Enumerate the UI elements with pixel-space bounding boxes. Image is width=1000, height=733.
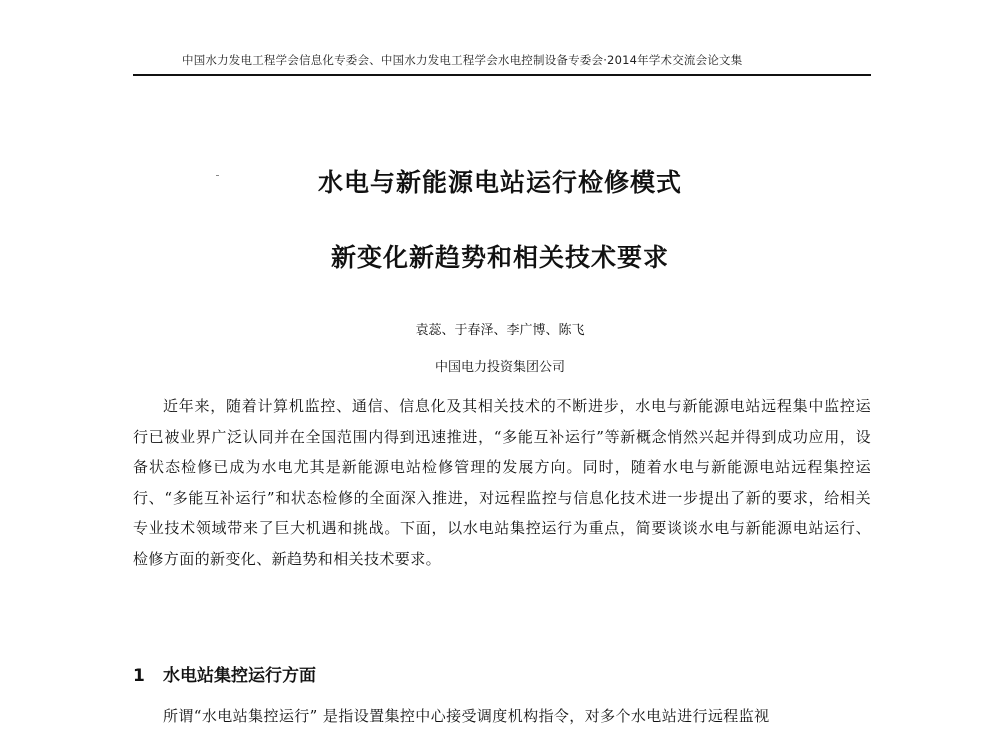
abstract-paragraph: 近年来，随着计算机监控、通信、信息化及其相关技术的不断进步，水电与新能源电站远程集中监控运行已被业界广泛认同并在全国范围内得到迅速推进，“多能互补运行”等新概念悄然兴起并得到成功应用，设备状态检修已成为水电尤其是新能源电站检修管理的发展方向。同时，随着水电与新能源电站远程集控运行、“多能互补运行”和状态检修的全面深入推进，对远程监控与信息化技术进一步提出了新的要求，给相关专业技术领域带来了巨大机遇和挑战。下面，以水电站集控运行为重点，简要谈谈水电与新能源电站运行、检修方面的新变化、新趋势和相关技术要求。 xyxy=(133,397,871,568)
paper-title-line-1: 水电与新能源电站运行检修模式 xyxy=(317,168,682,197)
section-heading xyxy=(133,661,316,686)
section-number: 1 xyxy=(133,666,145,686)
section-body-paragraph: 所谓“水电站集控运行” 是指设置集控中心接受调度机构指令，对多个水电站进行远程监视 xyxy=(163,707,770,725)
header-rule xyxy=(133,74,871,76)
authors: 袁蕊、于春泽、李广博、陈飞 xyxy=(415,323,585,338)
running-header: 中国水力发电工程学会信息化专委会、中国水力发电工程学会水电控制设备专委会·2014年学术交流会论文集 xyxy=(182,53,743,67)
affiliation: 中国电力投资集团公司 xyxy=(434,360,565,375)
paper-title-line-2: 新变化新趋势和相关技术要求 xyxy=(330,243,669,272)
section-title: 水电站集控运行方面 xyxy=(163,666,316,686)
